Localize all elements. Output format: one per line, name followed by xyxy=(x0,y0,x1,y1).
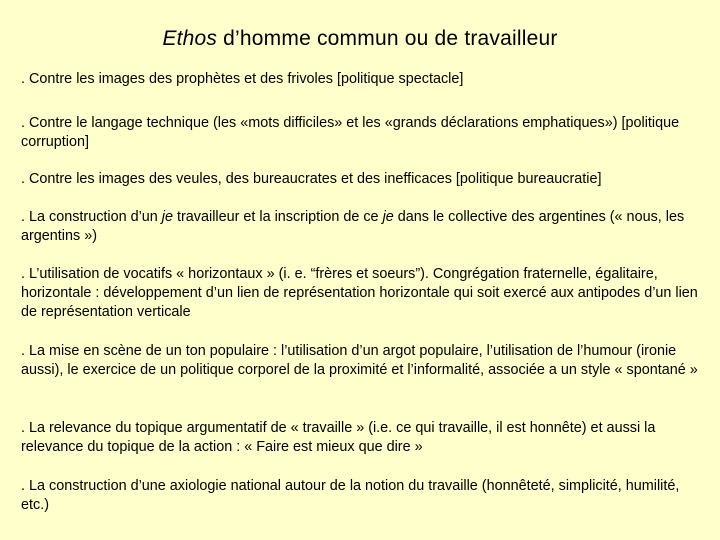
bullet-item-4-je1: je xyxy=(161,209,173,225)
slide-title xyxy=(0,26,720,52)
title-italic-word: Ethos xyxy=(162,27,218,50)
bullet-item-1: . Contre les images des prophètes et des frivoles [politique spectacle] xyxy=(21,71,464,87)
bullet-item-6: . La mise en scène de un ton populaire : l’utilisation d’un argot populaire, l’utilisation de l’humour (ironie aussi), le exercice de un politique corporel de la proximité et l’informalité, associée a un style « spontané » xyxy=(21,343,698,378)
bullet-item-5: . L’utilisation de vocatifs « horizontaux » (i. e. “frères et soeurs”). Congrégation fraternelle, égalitaire, horizontale : développement d’un lien de représentation horizontale qui soit exercé aux antipodes d’un lien de représentation verticale xyxy=(21,266,698,320)
bullet-item-3: . Contre les images des veules, des bureaucrates et des inefficaces [politique bureaucratie] xyxy=(21,171,602,187)
title-rest: d’homme commun ou de travailleur xyxy=(217,27,558,50)
bullet-item-8: . La construction d’une axiologie national autour de la notion du travaille (honnêteté, simplicité, humilité, etc.) xyxy=(21,478,680,513)
bullet-item-2: . Contre le langage technique (les «mots difficiles» et les «grands déclarations emphatiques») [politique corruption] xyxy=(21,115,680,150)
bullet-item-4-part1: . La construction d’un xyxy=(21,209,162,225)
bullet-item-4 xyxy=(21,208,701,246)
bullet-item-4-part3: dans le collective des argentines (« nous, les argentins ») xyxy=(21,209,685,244)
bullet-item-7: . La relevance du topique argumentatif de « travaille » (i.e. ce qui travaille, il est honnête) et aussi la relevance du topique de la action : « Faire est mieux que dire » xyxy=(21,420,656,455)
bullet-item-4-part2: travailleur et la inscription de ce xyxy=(173,209,383,225)
bullet-item-4-je2: je xyxy=(382,209,394,225)
